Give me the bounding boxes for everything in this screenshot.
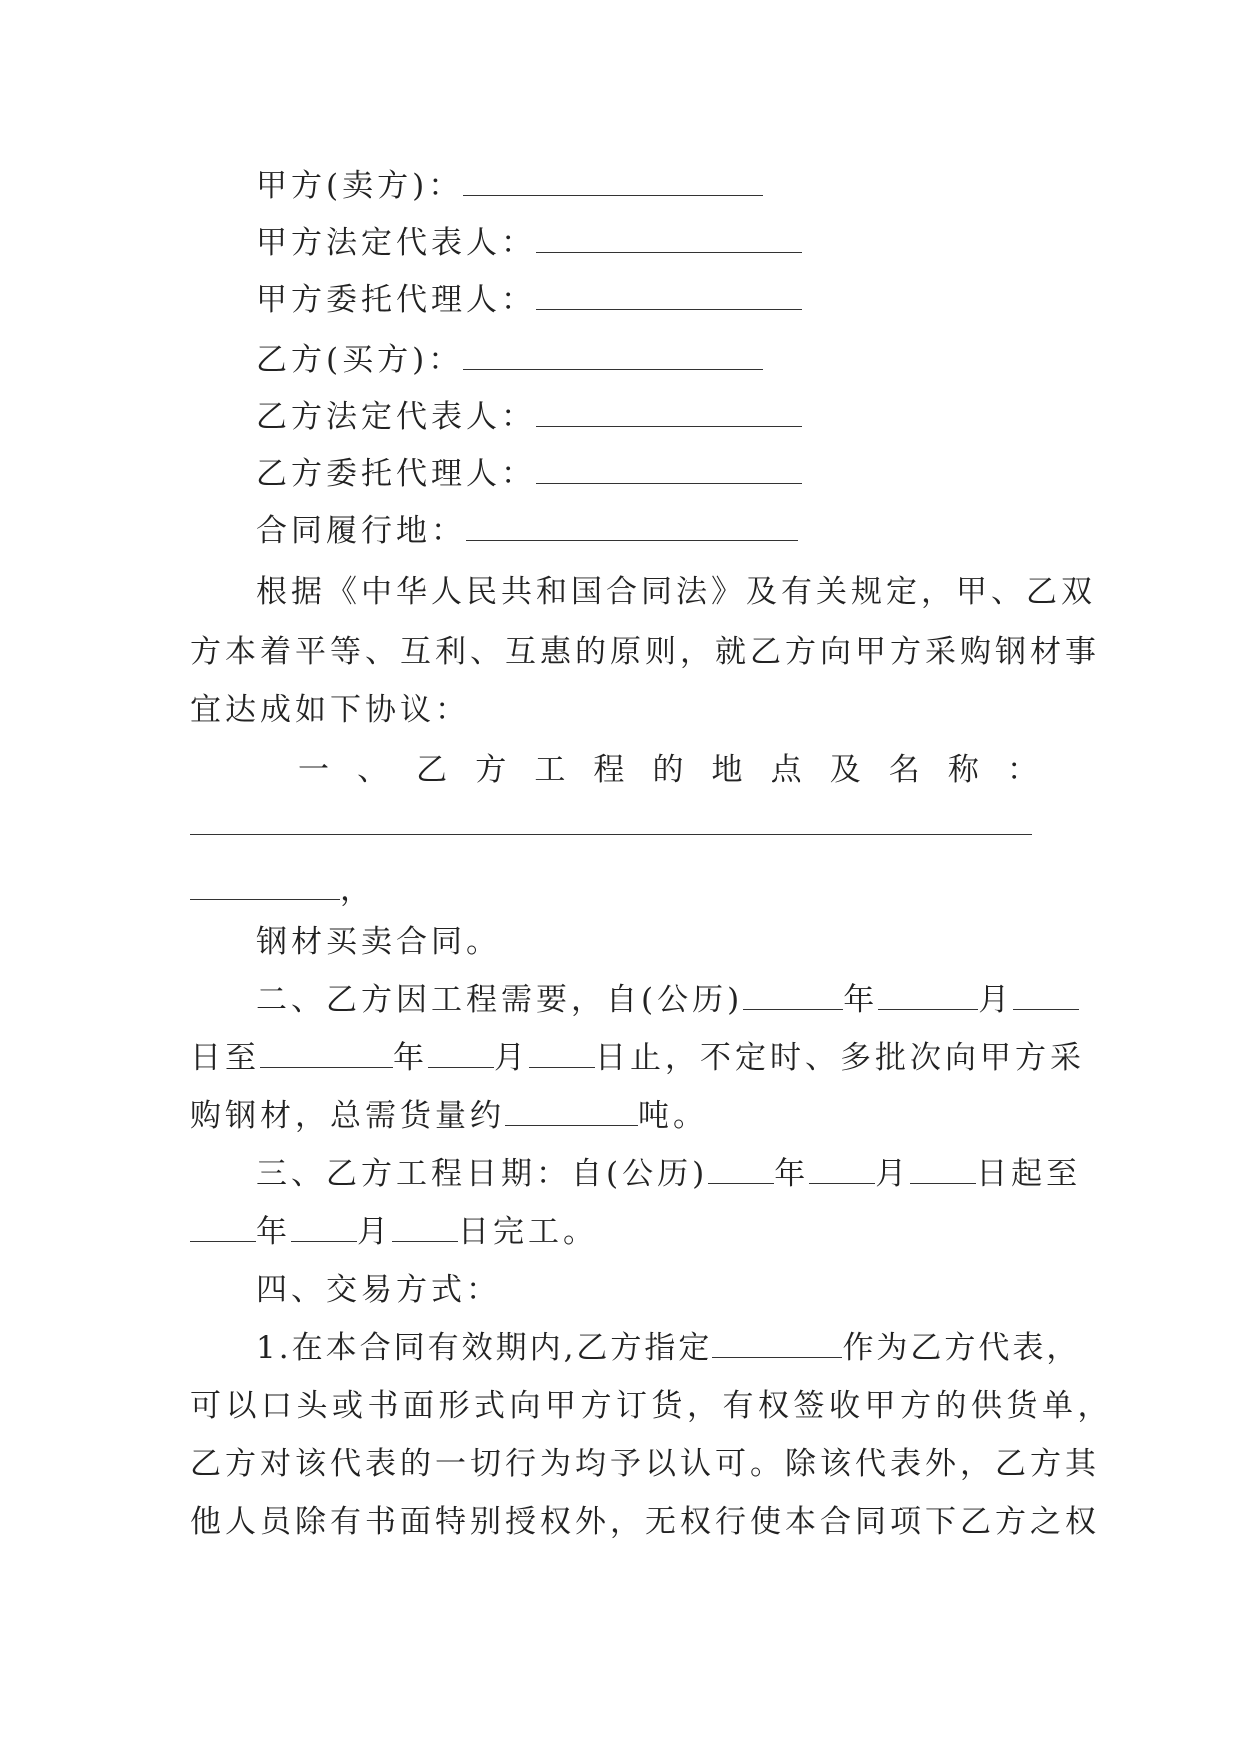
place-line xyxy=(256,511,798,551)
day-to-label: 日至 xyxy=(190,1040,260,1076)
clause1-heading xyxy=(298,750,1038,790)
clause4-p3-line: 乙方对该代表的一切行为均予以认可。除该代表外，乙方其 xyxy=(190,1446,1100,1482)
work-end-month-blank xyxy=(291,1215,357,1242)
work-end-year-blank xyxy=(190,1215,256,1242)
seller-label: 甲方(卖方)： xyxy=(256,168,464,204)
clause4-text: 作为乙方代表， xyxy=(842,1330,1081,1366)
year-label: 年 xyxy=(393,1040,428,1076)
tonnage-blank xyxy=(505,1099,638,1126)
clause1-char: 工 xyxy=(534,752,566,788)
location-tail-comma: ， xyxy=(340,872,375,908)
place-blank xyxy=(466,514,798,541)
clause1-char: 称 xyxy=(947,752,979,788)
buyer-rep-blank xyxy=(536,400,802,427)
tonnage-unit: 吨。 xyxy=(638,1098,708,1134)
clause2-text: 购钢材，总需货量约 xyxy=(190,1098,505,1134)
representative-blank xyxy=(712,1331,842,1358)
location-blank-rule xyxy=(190,834,1032,835)
seller-agent-blank xyxy=(536,283,802,310)
seller-rep-label: 甲方法定代表人： xyxy=(256,225,536,261)
start-year-blank xyxy=(743,983,843,1010)
end-year-blank xyxy=(260,1041,393,1068)
seller-agent-line xyxy=(256,280,802,320)
end-day-blank xyxy=(529,1041,595,1068)
seller-agent-label: 甲方委托代理人： xyxy=(256,282,536,318)
clause2-text: 二、乙方因工程需要，自(公历) xyxy=(256,982,744,1018)
clause1-char: 乙 xyxy=(416,752,448,788)
clause3-line-1 xyxy=(256,1154,1081,1194)
buyer-agent-label: 乙方委托代理人： xyxy=(256,456,536,492)
contract-title-line: 钢材买卖合同。 xyxy=(256,924,501,960)
clause1-char: 一 xyxy=(298,752,329,788)
clause3-text: 三、乙方工程日期：自(公历) xyxy=(256,1156,709,1192)
clause3-line-2 xyxy=(190,1212,598,1252)
buyer-agent-line xyxy=(256,454,802,494)
clause2-line-1 xyxy=(256,980,1079,1020)
clause4-p2-line: 可以口头或书面形式向甲方订货，有权签收甲方的供货单， xyxy=(190,1388,1113,1424)
month-label: 月 xyxy=(494,1040,529,1076)
clause1-char: 地 xyxy=(711,752,743,788)
buyer-blank xyxy=(463,343,763,370)
clause1-char: 点 xyxy=(770,752,802,788)
clause3-text: 日起至 xyxy=(976,1156,1082,1192)
clause1-char: 程 xyxy=(593,752,625,788)
work-start-month-blank xyxy=(809,1157,875,1184)
intro-line-1: 根据《中华人民共和国合同法》及有关规定，甲、乙双 xyxy=(256,574,1096,610)
work-start-day-blank xyxy=(910,1157,976,1184)
clause4-text: 1.在本合同有效期内,乙方指定 xyxy=(256,1330,713,1366)
work-start-year-blank xyxy=(708,1157,774,1184)
clause2-line-3 xyxy=(190,1096,708,1136)
clause1-char: 、 xyxy=(357,752,389,788)
clause1-char: 的 xyxy=(652,752,684,788)
clause1-char: 及 xyxy=(829,752,861,788)
buyer-line xyxy=(256,340,763,380)
buyer-rep-line xyxy=(256,397,802,437)
year-label: 年 xyxy=(256,1214,291,1250)
clause2-line-2 xyxy=(190,1038,1085,1078)
location-blank-tail xyxy=(190,873,340,900)
buyer-agent-blank xyxy=(536,457,802,484)
place-label: 合同履行地： xyxy=(256,513,466,549)
month-label: 月 xyxy=(978,982,1014,1018)
buyer-rep-label: 乙方法定代表人： xyxy=(256,399,536,435)
end-month-blank xyxy=(428,1041,494,1068)
buyer-label: 乙方(买方)： xyxy=(256,342,464,378)
intro-line-3: 宜达成如下协议： xyxy=(190,692,470,728)
month-label: 月 xyxy=(357,1214,392,1250)
start-day-blank xyxy=(1013,983,1079,1010)
clause1-char: 方 xyxy=(475,752,507,788)
seller-line xyxy=(256,166,763,206)
seller-rep-line xyxy=(256,223,802,263)
seller-blank xyxy=(463,169,763,196)
clause4-p1-line xyxy=(256,1328,1080,1368)
year-label: 年 xyxy=(843,982,879,1018)
work-end-day-blank xyxy=(392,1215,458,1242)
location-blank-tail-line xyxy=(190,870,375,910)
month-label: 月 xyxy=(875,1156,911,1192)
year-label: 年 xyxy=(774,1156,810,1192)
clause1-char: ： xyxy=(1006,752,1038,788)
clause4-heading: 四、交易方式： xyxy=(256,1272,501,1308)
clause4-p4-line: 他人员除有书面特别授权外，无权行使本合同项下乙方之权 xyxy=(190,1504,1100,1540)
clause1-char: 名 xyxy=(888,752,920,788)
clause2-text: 日止，不定时、多批次向甲方采 xyxy=(595,1040,1085,1076)
start-month-blank xyxy=(878,983,978,1010)
clause3-text: 日完工。 xyxy=(458,1214,598,1250)
intro-line-2: 方本着平等、互利、互惠的原则，就乙方向甲方采购钢材事 xyxy=(190,634,1100,670)
seller-rep-blank xyxy=(536,226,802,253)
